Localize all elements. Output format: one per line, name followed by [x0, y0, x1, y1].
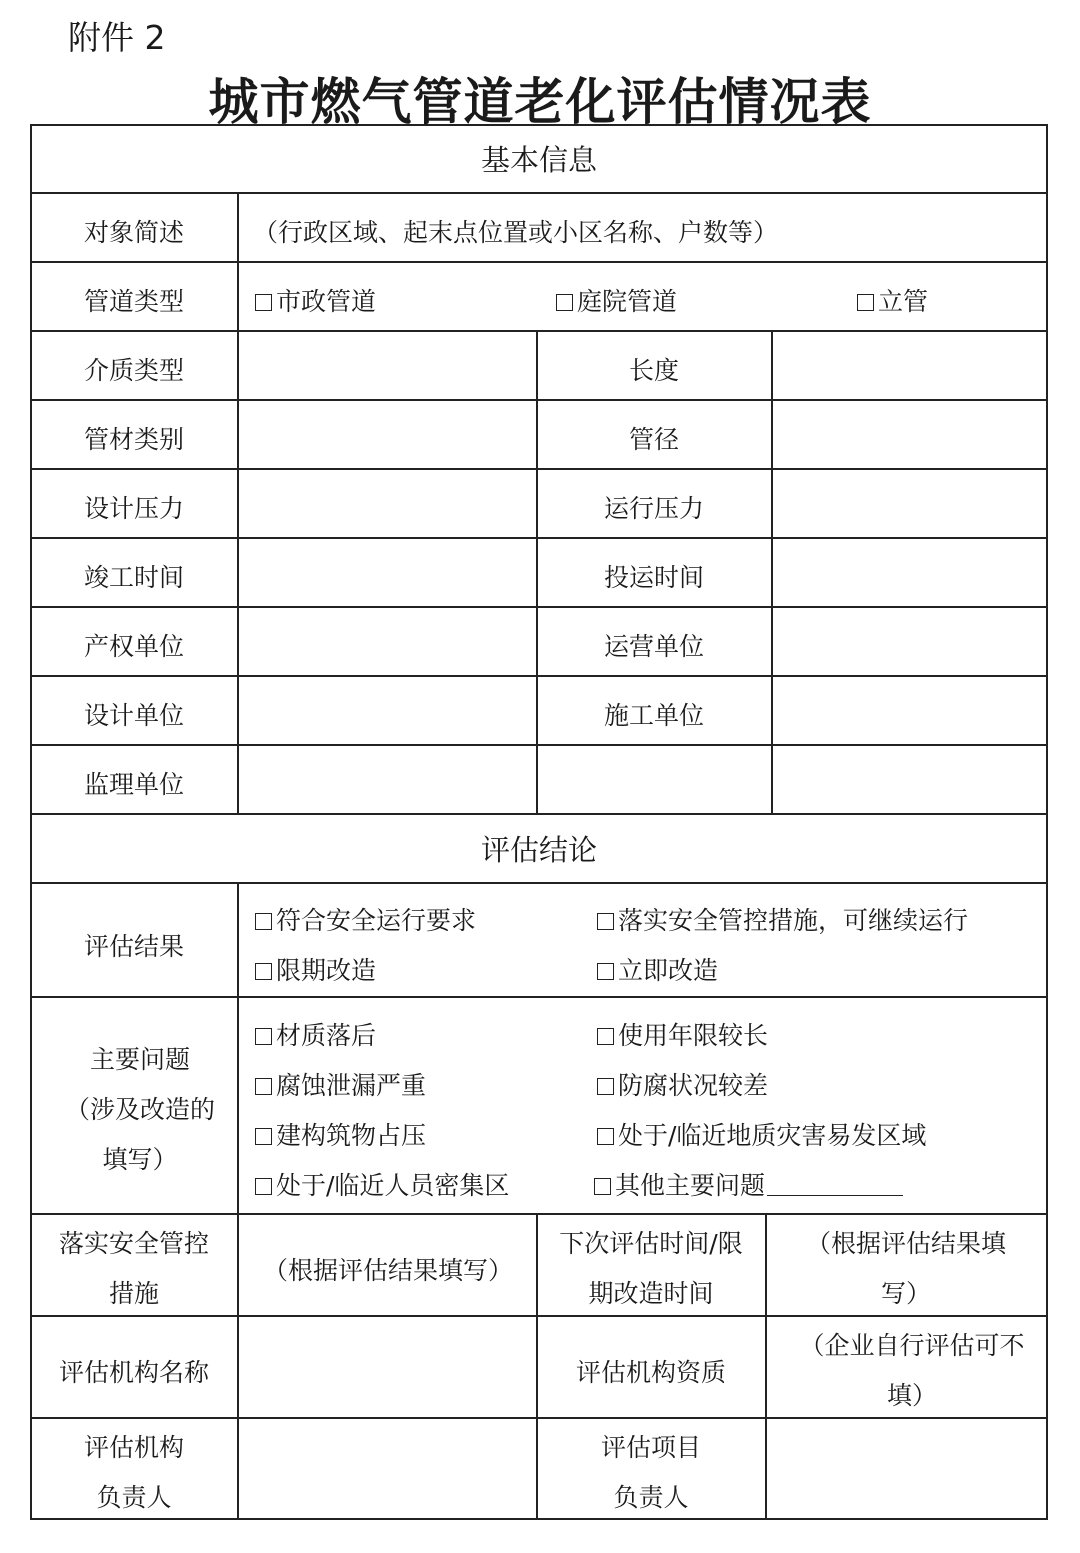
problem-option[interactable]: 材质落后: [255, 1023, 376, 1048]
operating-pressure-label: 运行压力: [603, 494, 705, 523]
medium-label: 介质类型: [83, 356, 185, 385]
material-label: 管材类别: [83, 425, 185, 454]
problems-label: 主要问题 （涉及改造的 填写）: [64, 1045, 216, 1174]
row-divider: [30, 468, 1048, 470]
checkbox[interactable]: [255, 1028, 272, 1045]
problem-option[interactable]: 处于/临近人员密集区: [255, 1173, 509, 1198]
col-divider: [237, 192, 239, 813]
checkbox[interactable]: [597, 913, 614, 930]
checkbox[interactable]: [597, 1078, 614, 1095]
checkbox[interactable]: [556, 294, 573, 311]
checkbox[interactable]: [597, 1128, 614, 1145]
row-divider: [30, 1213, 1048, 1215]
designer-label: 设计单位: [83, 701, 185, 730]
row-divider: [30, 744, 1048, 746]
next-time-label: 下次评估时间/限 期改造时间: [559, 1229, 743, 1308]
org-name-label: 评估机构名称: [58, 1358, 210, 1387]
org-qual-label: 评估机构资质: [575, 1358, 727, 1387]
problem-option-other[interactable]: 其他主要问题: [594, 1173, 903, 1198]
checkbox[interactable]: [597, 963, 614, 980]
row-divider: [30, 996, 1048, 998]
result-option[interactable]: 符合安全运行要求: [255, 908, 476, 933]
supervisor-label: 监理单位: [83, 770, 185, 799]
other-problem-blank[interactable]: [767, 1173, 903, 1196]
operator-label: 运营单位: [603, 632, 705, 661]
problem-option[interactable]: 建构筑物占压: [255, 1123, 426, 1148]
checkbox[interactable]: [255, 1128, 272, 1145]
org-qual-hint: （企业自行评估可不 填）: [799, 1331, 1025, 1410]
checkbox[interactable]: [255, 913, 272, 930]
col-divider: [536, 1213, 538, 1520]
diameter-label: 管径: [628, 425, 680, 454]
checkbox[interactable]: [255, 1078, 272, 1095]
object-hint: （行政区域、起末点位置或小区名称、户数等）: [253, 218, 779, 247]
row-divider: [30, 192, 1048, 194]
row-divider: [30, 606, 1048, 608]
result-option[interactable]: 落实安全管控措施，可继续运行: [597, 908, 968, 933]
col-divider: [536, 330, 538, 813]
project-lead-label: 评估项目 负责人: [600, 1433, 702, 1512]
row-divider: [30, 330, 1048, 332]
constructor-label: 施工单位: [603, 701, 705, 730]
completion-time-label: 竣工时间: [83, 563, 185, 592]
problem-option[interactable]: 处于/临近地质灾害易发区域: [597, 1123, 926, 1148]
checkbox[interactable]: [255, 294, 272, 311]
row-divider: [30, 813, 1048, 815]
page-title: 城市燃气管道老化评估情况表: [208, 73, 872, 131]
section-basic-info: 基本信息: [480, 143, 598, 177]
row-divider: [30, 675, 1048, 677]
col-divider: [771, 330, 773, 813]
row-divider: [30, 537, 1048, 539]
length-label: 长度: [628, 356, 680, 385]
measures-label: 落实安全管控 措施: [58, 1229, 210, 1308]
pipe-type-label: 管道类型: [83, 287, 185, 316]
checkbox[interactable]: [857, 294, 874, 311]
object-label: 对象简述: [83, 218, 185, 247]
pipe-type-option-courtyard[interactable]: 庭院管道: [556, 289, 677, 314]
problem-option[interactable]: 腐蚀泄漏严重: [255, 1073, 426, 1098]
checkbox[interactable]: [594, 1178, 611, 1195]
checkbox[interactable]: [255, 963, 272, 980]
commission-time-label: 投运时间: [603, 563, 705, 592]
col-divider: [237, 882, 239, 1520]
owner-label: 产权单位: [83, 632, 185, 661]
checkbox[interactable]: [255, 1178, 272, 1195]
section-conclusion: 评估结论: [480, 833, 598, 867]
design-pressure-label: 设计压力: [83, 494, 185, 523]
problem-option[interactable]: 使用年限较长: [597, 1023, 768, 1048]
result-option[interactable]: 立即改造: [597, 958, 718, 983]
row-divider: [30, 261, 1048, 263]
result-option[interactable]: 限期改造: [255, 958, 376, 983]
checkbox[interactable]: [597, 1028, 614, 1045]
result-label: 评估结果: [83, 932, 185, 961]
col-divider: [765, 1213, 767, 1520]
attachment-label: 附件 2: [68, 18, 166, 57]
problem-option[interactable]: 防腐状况较差: [597, 1073, 768, 1098]
pipe-type-option-municipal[interactable]: 市政管道: [255, 289, 376, 314]
pipe-type-option-riser[interactable]: 立管: [857, 289, 928, 314]
row-divider: [30, 882, 1048, 884]
row-divider: [30, 399, 1048, 401]
next-time-hint: （根据评估结果填 写）: [805, 1229, 1007, 1308]
measures-hint: （根据评估结果填写）: [262, 1256, 514, 1285]
org-lead-label: 评估机构 负责人: [83, 1433, 185, 1512]
